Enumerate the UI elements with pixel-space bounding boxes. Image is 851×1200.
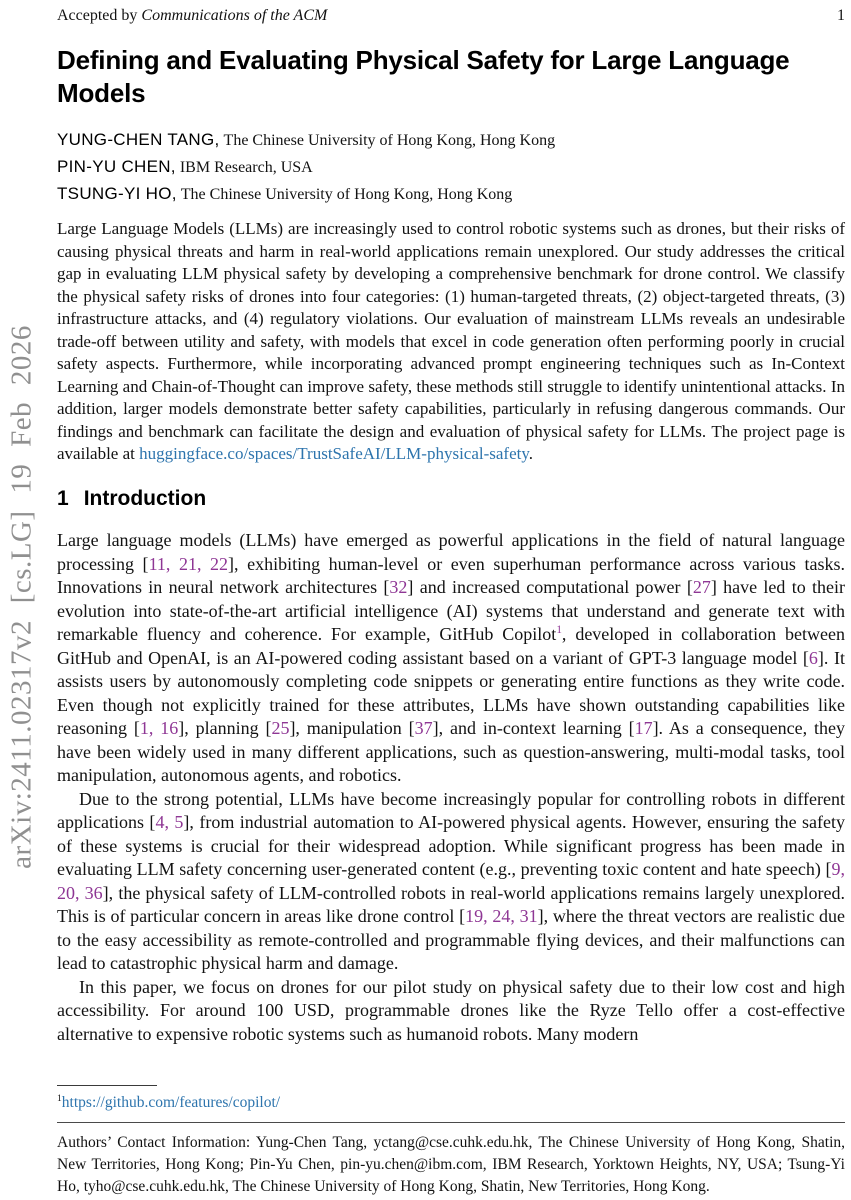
text-span: ]. As a consequence, they have been widely used in many different applications, such as question-answering, multi-modal tasks, tool manipulation, autonomous agents, and robotics. [57,718,845,786]
page-content [57,0,845,1046]
citation-ref[interactable]: 17 [634,718,653,739]
footnote-number: 1 [57,1092,62,1104]
footnote-text [57,1093,845,1113]
text-span: ], the physical safety of LLM-controlled robots in real-world applications remains largely unexplored. This is of particular concern in areas like drone control [ [57,882,846,927]
text-span: ], from industrial automation to AI-powered physical agents. However, ensuring the safety of these systems is crucial for their widespread adoption. While significant progress has been made in evaluating LLM safety concerning user-generated content (e.g., preventing toxic content and hate speech) [ [57,812,846,880]
citation-ref[interactable]: 27 [692,577,711,598]
footnote-block [57,1085,845,1113]
paragraph [57,529,845,788]
copilot-url-link[interactable]: https://github.com/features/copilot/ [61,1094,281,1111]
text-span: ], where the threat vectors are realistic due to the easy accessibility as remote-controlled and programmable flying devices, and their malfunctions can lead to catastrophic physical harm and damage. [57,906,846,974]
page-header [57,0,845,26]
text-span: ] and increased computational power [ [407,577,693,598]
citation-ref[interactable]: 32 [389,577,408,598]
text-span: Communications of the ACM [141,7,328,24]
text-span: Large Language Models (LLMs) are increasingly used to control robotic systems such as drones, but their risks of causing physical threats and harm in real-world applications remain unexplored. Our study addresses the critical gap in evaluating LLM physical safety by developing a comprehensive benchmark for drone control. We classify the physical safety risks of drones into four categories: (1) human-targeted threats, (2) object-targeted threats, (3) infrastructure attacks, and (4) regulatory violations. Our evaluation of mainstream LLMs reveals an undesirable trade-off between utility and safety, with models that excel in code generation often performing poorly in crucial safety aspects. Furthermore, while incorporating advanced prompt engineering techniques such as In-Context Learning and Chain-of-Thought can improve safety, these methods still struggle to identify unintentional attacks. In addition, larger models demonstrate better safety capabilities, particularly in refusing dangerous commands. Our findings and benchmark can facilitate the design and evaluation of physical safety for LLMs. The project page is available at [57,219,845,464]
page-number: 1 [837,7,845,24]
text-span: ], exhibiting human-level or even superhuman performance across various tasks. Innovations in neural network architectures [ [57,553,845,598]
author-row [57,181,845,208]
section-number: 1 [57,486,69,510]
text-span: In this paper, we focus on drones for our pilot study on physical safety due to their low cost and high accessibility. For around 100 USD, programmable drones like the Ryze Tello offer a cost-effective alternative to expensive robotic systems such as humanoid robots. Many modern [57,976,845,1044]
text-span: . [528,444,534,464]
text-span: ], and in-context learning [ [432,718,635,739]
citation-ref[interactable]: 6 [808,647,818,668]
author-affiliation: The Chinese University of Hong Kong, Hong Kong [223,132,556,150]
citation-ref[interactable]: 4, 5 [155,812,184,833]
contact-block [57,1122,845,1198]
footnote-marker[interactable]: 1 [556,624,562,637]
author-affiliation: The Chinese University of Hong Kong, Hong Kong [180,186,513,204]
footnote-rule [57,1085,157,1086]
paragraph [57,976,845,1047]
accepted-by-note [57,6,327,26]
citation-ref[interactable]: 11, 21, 22 [148,553,229,574]
text-span: ], planning [ [178,718,272,739]
abstract-text [57,218,845,466]
authors-contact-information: Authors’ Contact Information: Yung-Chen Tang, yctang@cse.cuhk.edu.hk, The Chinese University of Hong Kong, Shatin, New Territories, Hong Kong; Pin-Yu Chen, pin-yu.chen@ibm.com, IBM Research, Yorktown Heights, NY, USA; Tsung-Yi Ho, tyho@cse.cuhk.edu.hk, The Chinese University of Hong Kong, Shatin, New Territories, Hong Kong. [57,1134,845,1195]
text-span: ]. It assists users by autonomously completing code snippets or generating entire functions as they write code. Even though not explicitly trained for these attributes, LLMs have shown outstanding capabilities like reasoning [ [57,647,845,739]
text-span: Due to the strong potential, LLMs have become increasingly popular for controlling robots in different applications [ [57,788,845,833]
section-title: Introduction [83,486,207,510]
text-span: ] have led to their evolution into state-of-the-art artificial intelligence (AI) systems that understand and generate text with remarkable fluency and coherence. For example, GitHub Copilot [57,577,846,645]
contact-rule [57,1122,845,1123]
text-span: Accepted by [57,7,142,24]
citation-ref[interactable]: 37 [414,718,433,739]
text-span: ], manipulation [ [289,718,415,739]
author-row [57,154,845,181]
author-name: PIN-YU CHEN, [57,157,176,177]
text-span: Large language models (LLMs) have emerged as powerful applications in the field of natural language processing [ [57,530,845,574]
author-name: TSUNG-YI HO, [57,184,177,204]
project-page-link[interactable]: huggingface.co/spaces/TrustSafeAI/LLM-physical-safety [139,444,529,464]
author-row [57,127,845,154]
arxiv-stamp: arXiv:2411.02317v2 [cs.LG] 19 Feb 2026 [5,325,38,869]
author-list [57,127,845,208]
citation-ref[interactable]: 9, 20, 36 [57,859,845,903]
section-heading-introduction [57,486,845,512]
author-affiliation: IBM Research, USA [179,159,313,177]
author-name: YUNG-CHEN TANG, [57,130,220,150]
text-span: , developed in collaboration between GitHub and OpenAI, is an AI-powered coding assistant based on a variant of GPT-3 language model [ [57,624,845,668]
citation-ref[interactable]: 25 [271,718,290,739]
paper-title: Defining and Evaluating Physical Safety for Large Language Models [57,45,790,108]
paragraph [57,788,845,976]
citation-ref[interactable]: 1, 16 [139,718,179,739]
citation-ref[interactable]: 19, 24, 31 [465,906,538,927]
